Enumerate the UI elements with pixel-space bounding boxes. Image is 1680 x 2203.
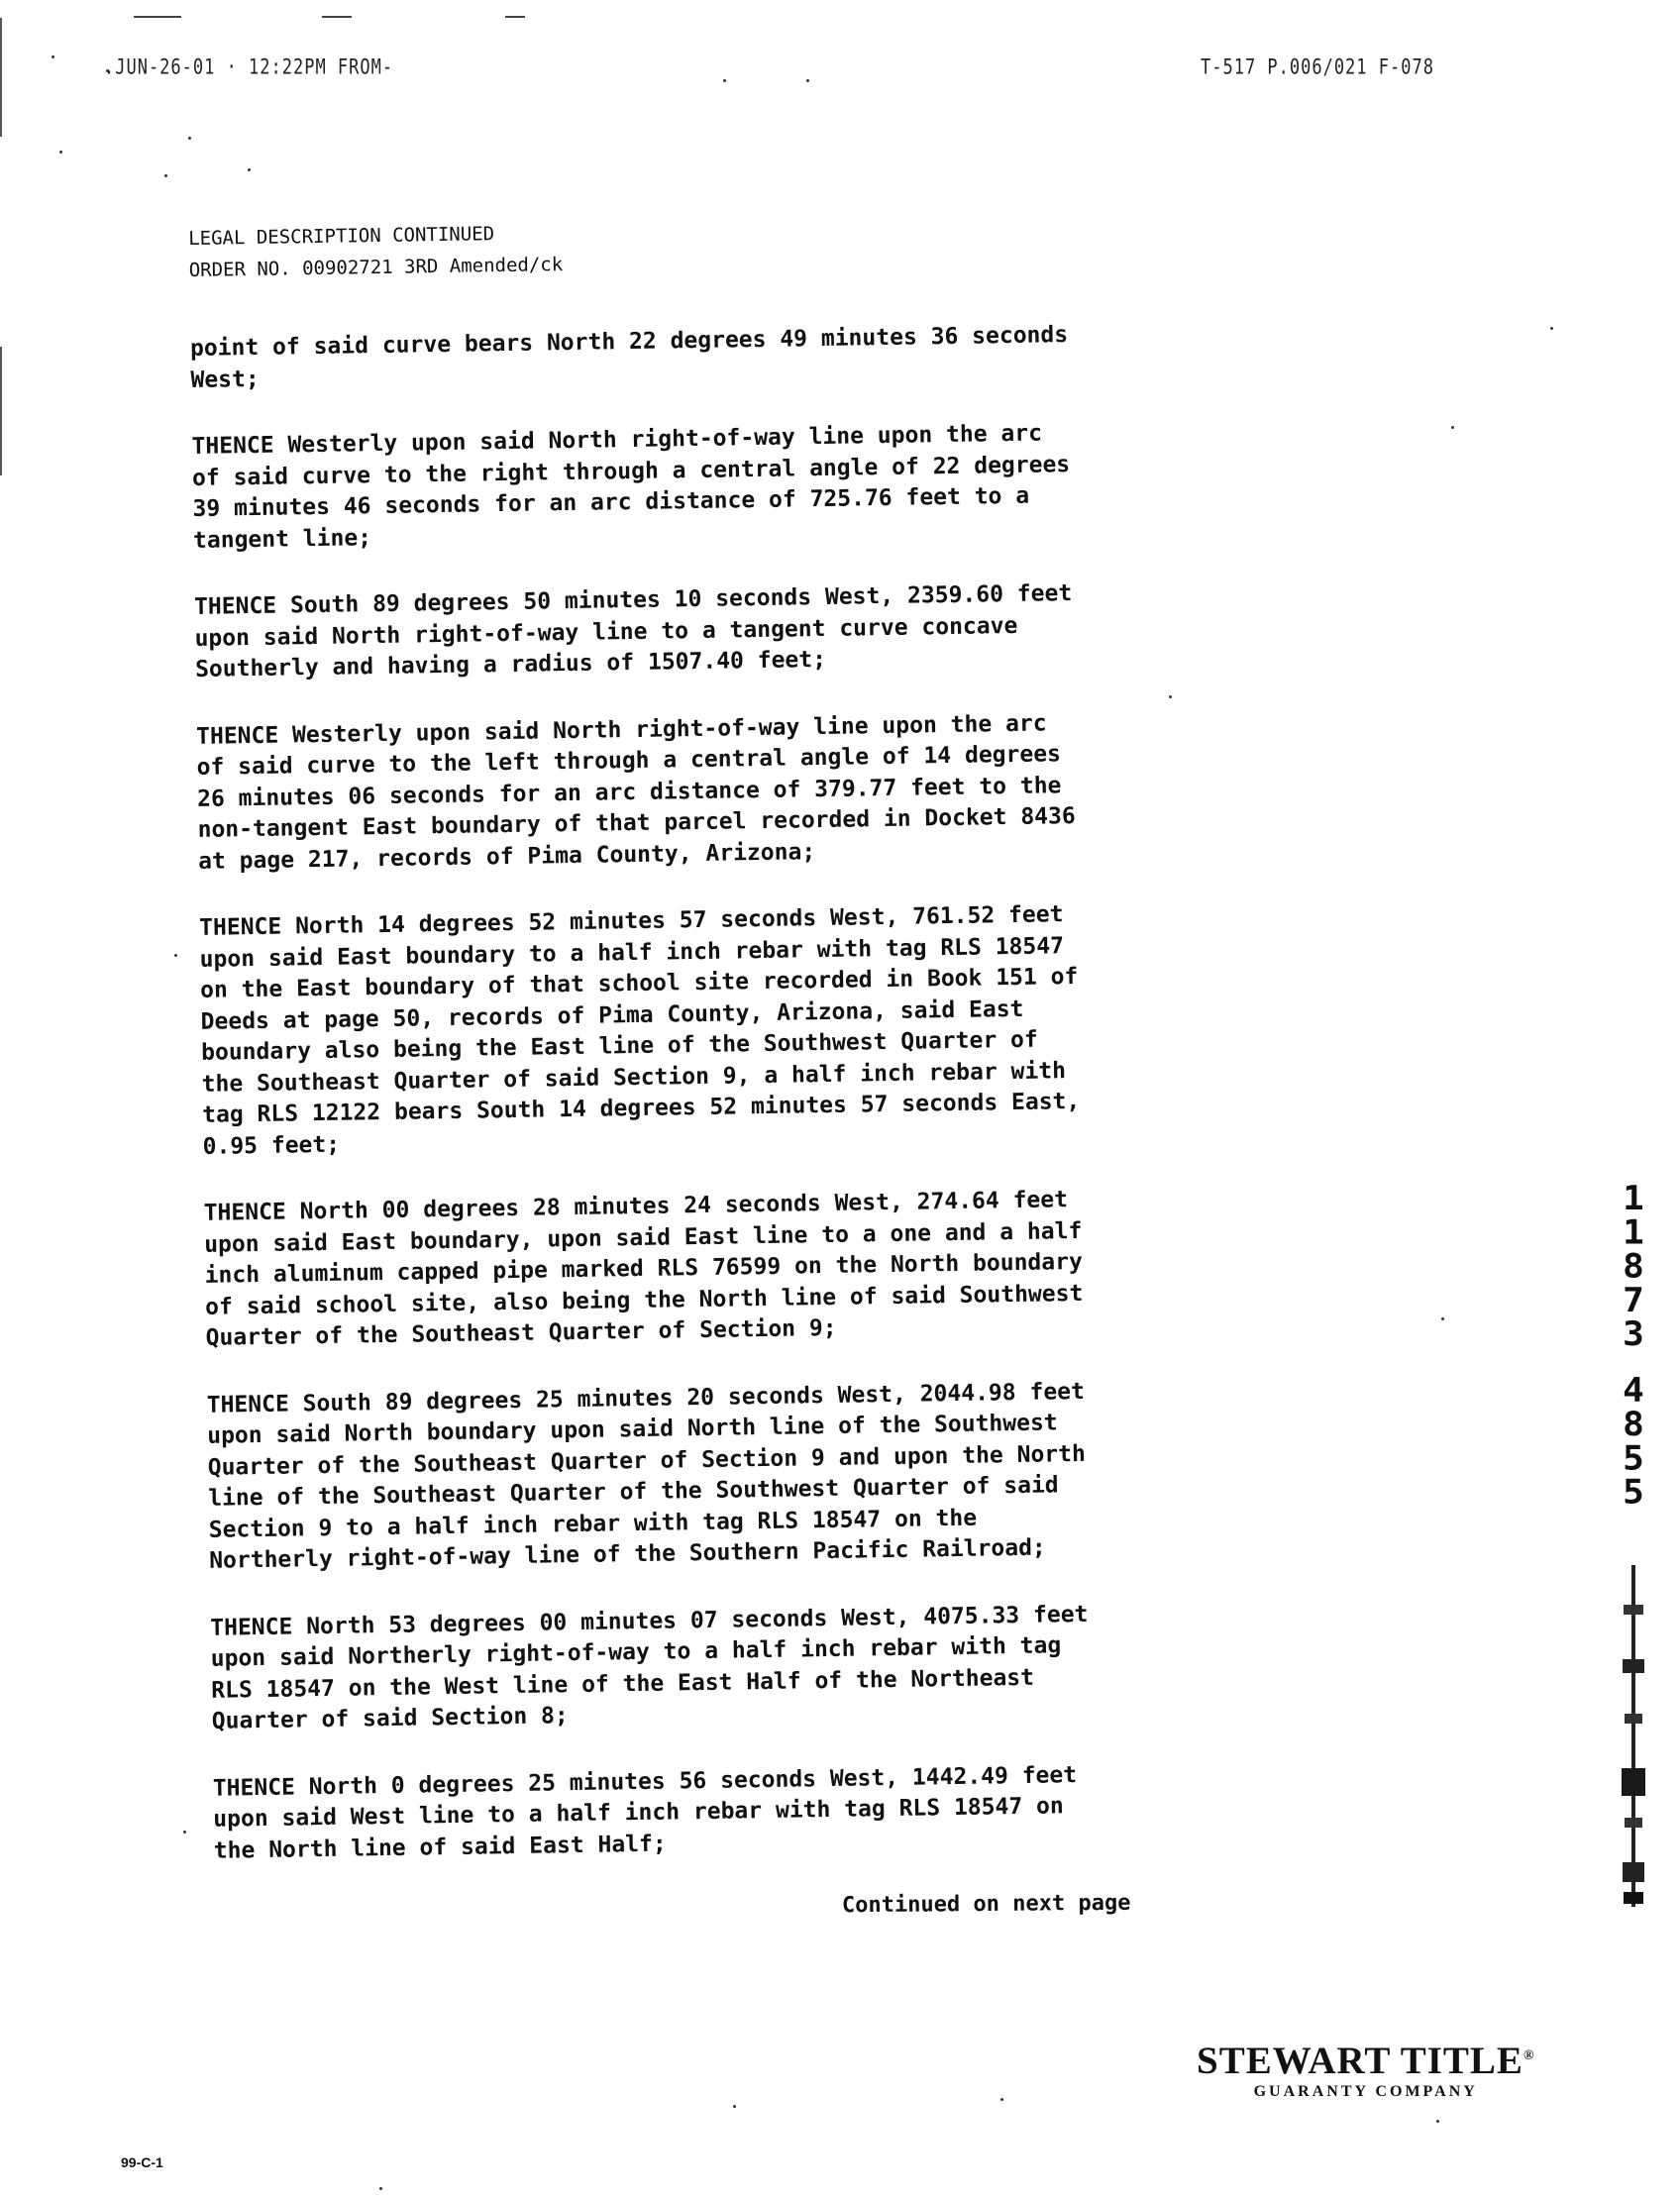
logo-name: STEWART TITLE bbox=[1197, 2040, 1523, 2082]
stamp-digit: 7 bbox=[1623, 1281, 1644, 1320]
stamp-digit: 3 bbox=[1623, 1314, 1644, 1354]
margin-stamp-number bbox=[1619, 1179, 1648, 1513]
stewart-title-logo bbox=[1197, 2039, 1534, 2101]
form-number: 99-C-1 bbox=[121, 2154, 163, 2170]
stamp-digit: 1 bbox=[1623, 1179, 1644, 1218]
scan-top-mark bbox=[322, 16, 352, 18]
legal-description-body bbox=[188, 206, 1274, 1867]
registered-mark: ® bbox=[1522, 2048, 1535, 2063]
paragraph: THENCE South 89 degrees 50 minutes 10 seconds West, 2359.60 feet upon said North right-of-way line to a tangent curve concave Southerly and having a radius of 1507.40 feet; bbox=[193, 580, 1073, 682]
margin-stamp-smudge bbox=[1619, 1565, 1648, 1907]
paragraph: THENCE Westerly upon said North right-of-way line upon the arc of said curve to the left through a central angle of 14 degrees 26 minutes 06 seconds for an arc distance of 379.77 feet to the non-tangent East boundary of that parcel recorded in Docket 8436 at page 217, records of Pima County, Arizona; bbox=[195, 709, 1076, 875]
order-number: ORDER NO. 00902721 3RD Amended/ck bbox=[188, 254, 564, 281]
paragraph: THENCE North 00 degrees 28 minutes 24 seconds West, 274.64 feet upon said East boundary, upon said East line to a one and a half inch aluminum capped pipe marked RLS 76599 on the North boundary of said school site, also being the North line of said Southwest Quarter of the Southeast Quarter of Section 9; bbox=[203, 1187, 1084, 1351]
fax-header-right: T-517 P.006/021 F-078 bbox=[1201, 54, 1434, 80]
paragraph: THENCE North 14 degrees 52 minutes 57 seconds West, 761.52 feet upon said East boundary to a half inch rebar with tag RLS 18547 on the East boundary of that school site recorded in Book 151 of Deeds at page 50, records of Pima County, Arizona, said East boundary also being the East line of the Southwest Quarter of the Southeast Quarter of said Section 9, a half inch rebar with tag RLS 12122 bears South 14 degrees 52 minutes 57 seconds East, 0.95 feet; bbox=[198, 901, 1081, 1160]
paragraph: THENCE Westerly upon said North right-of-way line upon the arc of said curve to the right through a central angle of 22 degrees 39 minutes 46 seconds for an arc distance of 725.76 feet to a tangent line; bbox=[191, 420, 1071, 554]
continued-note: Continued on next page bbox=[841, 1890, 1131, 1919]
paragraph: point of said curve bears North 22 degrees 49 minutes 36 seconds West; bbox=[189, 322, 1069, 393]
paragraph: THENCE North 53 degrees 00 minutes 07 seconds West, 4075.33 feet upon said Northerly right-of-way to a half inch rebar with tag RLS 18547 on the West line of the East Half of the Northeast Quarter of said Section 8; bbox=[210, 1601, 1089, 1734]
fax-header-left: .JUN-26-01 · 12:22PM FROM- bbox=[104, 54, 394, 80]
logo-subtitle: GUARANTY COMPANY bbox=[1253, 2083, 1478, 2100]
document-heading: LEGAL DESCRIPTION CONTINUED bbox=[188, 223, 495, 250]
paragraph: THENCE North 0 degrees 25 minutes 56 seconds West, 1442.49 feet upon said West line to a half inch rebar with tag RLS 18547 on the North line of said East Half; bbox=[212, 1761, 1078, 1864]
scan-edge-line bbox=[0, 18, 2, 137]
scan-edge-line bbox=[0, 347, 2, 475]
stamp-digit: 8 bbox=[1623, 1247, 1644, 1287]
stamp-digit: 5 bbox=[1623, 1439, 1644, 1478]
stamp-digit: 1 bbox=[1623, 1213, 1644, 1252]
paragraph: THENCE South 89 degrees 25 minutes 20 seconds West, 2044.98 feet upon said North boundary upon said North line of the Southwest Quarter of the Southeast Quarter of Section 9 and upon the North line of the Southeast Quarter of the Southwest Quarter of said Section 9 to a half inch rebar with tag RLS 18547 on the Northerly right-of-way line of the Southern Pacific Railroad; bbox=[206, 1378, 1087, 1574]
scan-top-mark bbox=[134, 16, 181, 18]
stamp-digit: 5 bbox=[1623, 1473, 1644, 1513]
scan-top-mark bbox=[505, 16, 525, 18]
stamp-digit: 8 bbox=[1623, 1405, 1644, 1444]
stamp-digit: 4 bbox=[1623, 1371, 1644, 1411]
